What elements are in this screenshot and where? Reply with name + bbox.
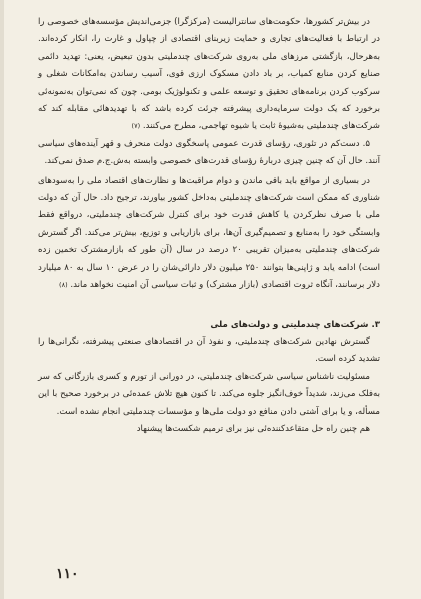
paragraph-2 [38,136,380,171]
paragraph-1 [38,14,380,136]
page-number: ۱۱۰ [56,566,79,582]
paragraph-1-text: در بیش‌تر کشورها، حکومت‌های سانترالیست (مرکزگرا) جزمی‌اندیش مؤسسه‌های خصوصی را در ارتباط با فعالیت‌های تجاری و حمایت زیربنای اقتصادی از چپاول و غارت را، انکار کرده‌اند. به‌هرحال، بازگشتی مرزهای ملی به‌روی شرکت‌های چندملیتی بدون تبعیض، یعنی: تهدید دائمی صنایع کردن منابع کمیاب، بر باد دادن مسکوک ارزی قوی، آسیب رساندن به‌امکانات شغلی و سرکوب کردن برنامه‌های تحقیق و توسعه علمی و تکنولوژیک بومی. چون که نمی‌توان به‌نمونه‌ئی برخورد که یک دولت سرمایه‌داری پیشرفته جرئت کرده باشد که با تهدیدهائی مقابله کند که شرکت‌های چندملیتی به‌شیوهٔ ثابت یا شیوه تهاجمی، مطرح می‌کنند. [38,17,380,132]
paragraph-5: مسئولیت ناشناس سیاسی شرکت‌های چندملیتی، در دورانی از تورم و کسری بازرگانی که سر به‌فلک می‌زند، شدیداً خوف‌انگیز جلوه می‌کند. تا کنون هیچ تلاش عمده‌ئی در برخورد صحیح با این مسأله، و یا برای آشتی دادن منافع دو دولت ملی‌ها و مؤسسات چندملیتی انجام نشده است. [38,371,380,417]
paragraph-3-text: در بسیاری از مواقع باید باقی ماندن و دوام مراقبت‌ها و نظارت‌های اقتصاد ملی را به‌سودهای شناوری که ممکن است شرکت‌های چندملیتی به‌داخل کشور بیاورند، ترجیح داد. حال آن که دولت ملی با صرف نظرکردن یا کاهش قدرت خود برای کنترل شرکت‌های چندملیتی، درواقع فقط وابستگی خود را به‌منابع و تصمیم‌گیری آن‌ها، برای بازاریابی و توزیع، بیش‌تر می‌کند. اگر گسترش شرکت‌های چندملیتی به‌میزان تقریبی ۲۰ درصد در سال (آن طور که بازارمشترک تخمین زده است) ادامه یابد و ژاپنی‌ها بتوانند ۲۵۰ میلیون دلار دارائی‌شان را در عرض ۱۰ سال به ۸۰ میلیارد دلار برسانند، آنگاه ثروت اقتصادی (بازار مشترک) و ثبات سیاسی آن امنیت نخواهد ماند. [38,175,380,291]
footnote-marker-7: (۷) [131,122,141,131]
page-edge [0,0,4,599]
paragraph-6: هم چنین راه حل متقاعدکننده‌ئی نیز برای ترمیم شکست‌ها پیشنهاد [136,423,370,434]
footnote-marker-8: (۸) [59,281,68,290]
section-heading: ۳. شرکت‌های چندملیتی و دولت‌های ملی [210,319,380,330]
paragraph-2-text: ۵. دست‌کم در تئوری، رؤسای قدرت عمومی پاسخگوی دولت منحرف و قهر آینده‌های سیاسی آنند. حال آن که چنین چیزی دربارهٔ رؤسای قدرت‌های خصوصی وابسته به‌ش.ج.م صدق نمی‌کند. [38,138,380,167]
paragraph-3 [38,173,380,295]
paragraph-4: گسترش نهادین شرکت‌های چندملیتی، و نفوذ آن در اقتصادهای صنعتی پیشرفته، نگرانی‌ها را تشدید کرده است. [38,336,380,365]
body-text [38,14,380,438]
section-spacer [38,295,380,317]
